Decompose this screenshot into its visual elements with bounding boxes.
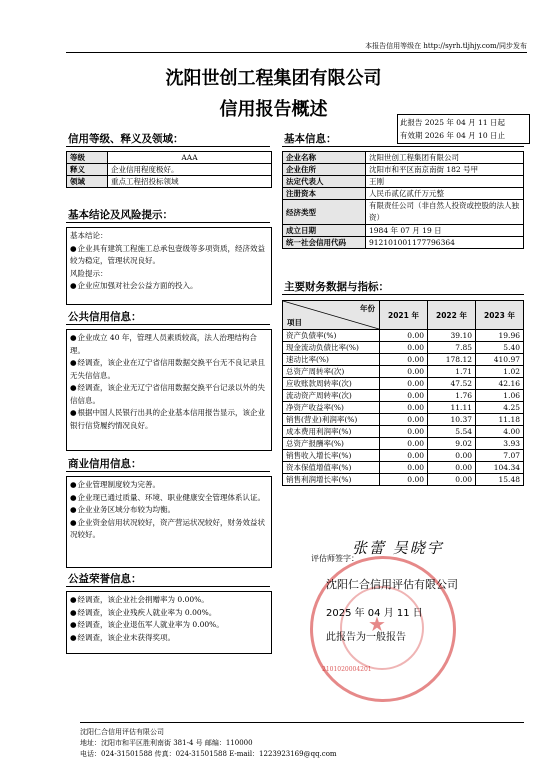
company-title: 沈阳世创工程集团有限公司 — [165, 68, 382, 89]
finance-value: 4.00 — [476, 426, 524, 438]
finance-value: 19.96 — [476, 330, 524, 342]
conclusion-rule — [66, 222, 270, 223]
credit-key: 领域 — [67, 176, 108, 188]
finance-value: 5.54 — [428, 426, 476, 438]
finance-value: 0.00 — [380, 450, 428, 462]
corner-item-label: 项目 — [287, 318, 302, 327]
assessor-signature: 张蕾 吴晓宇 — [352, 539, 444, 557]
finance-value: 410.97 — [476, 354, 524, 366]
basic-table — [282, 151, 524, 249]
table-row — [283, 438, 524, 450]
finance-value: 7.85 — [428, 342, 476, 354]
list-item: ● 经调查，该企业无辽宁省信用数据交换平台记录以外的失信信息。 — [70, 382, 268, 407]
table-row — [283, 200, 524, 225]
list-item: ● 经调查，该企业社会捐赠率为 0.00%。 — [70, 594, 268, 607]
finance-value: 39.10 — [428, 330, 476, 342]
finance-item: 流动资产周转率(次) — [283, 390, 380, 402]
basic-key: 企业住所 — [283, 164, 366, 176]
basic-value: 沈阳市和平区南京南街 182 号甲 — [366, 164, 524, 176]
list-item: ● 经调查，该企业退伍军人就业率为 0.00%。 — [70, 619, 268, 632]
finance-item: 速动比率(%) — [283, 354, 380, 366]
finance-value: 42.16 — [476, 378, 524, 390]
sign-date: 2025 年 04 月 11 日 — [326, 608, 423, 619]
finance-item: 总资产报酬率(%) — [283, 438, 380, 450]
basic-value: 1984 年 07 月 19 日 — [366, 225, 524, 237]
finance-item: 销售利润增长率(%) — [283, 474, 380, 486]
finance-value: 1.76 — [428, 390, 476, 402]
basic-rule — [282, 146, 524, 147]
table-row — [283, 402, 524, 414]
finance-value: 0.00 — [380, 354, 428, 366]
finance-value: 0.00 — [380, 474, 428, 486]
list-item: ● 企业资金信用状况较好，资产营运状况较好，财务效益状况较好。 — [70, 517, 268, 542]
finance-value: 1.71 — [428, 366, 476, 378]
list-item: ● 根据中国人民银行出具的企业基本信用报告显示，该企业银行信贷履约情况良好。 — [70, 407, 268, 432]
finance-value: 0.00 — [428, 474, 476, 486]
public-heading: 公共信用信息： — [68, 311, 142, 323]
finance-value: 11.11 — [428, 402, 476, 414]
basic-value: 王刚 — [366, 176, 524, 188]
honor-rule — [66, 586, 270, 587]
table-row — [283, 164, 524, 176]
footer-rule — [80, 722, 524, 723]
table-row — [283, 354, 524, 366]
table-row — [283, 390, 524, 402]
finance-value: 1.02 — [476, 366, 524, 378]
finance-value: 0.00 — [380, 426, 428, 438]
table-row — [67, 164, 272, 176]
commercial-rule — [66, 471, 270, 472]
table-row — [283, 414, 524, 426]
finance-value: 0.00 — [380, 414, 428, 426]
agency-name: 沈阳仁合信用评估有限公司 — [326, 578, 458, 591]
finance-item: 资产负债率(%) — [283, 330, 380, 342]
finance-value: 0.00 — [380, 342, 428, 354]
finance-value: 11.18 — [476, 414, 524, 426]
credit-rule — [66, 146, 270, 147]
basic-key: 法定代表人 — [283, 176, 366, 188]
finance-value: 47.52 — [428, 378, 476, 390]
seal-star-icon: ★ — [368, 612, 386, 636]
finance-item: 应收账款周转率(次) — [283, 378, 380, 390]
finance-item: 成本费用利润率(%) — [283, 426, 380, 438]
list-item: ● 经调查，该企业残疾人就业率为 0.00%。 — [70, 607, 268, 620]
credit-table — [66, 151, 272, 188]
basic-key: 经济类型 — [283, 200, 366, 225]
finance-rule — [282, 294, 524, 295]
year-header: 2023 年 — [476, 301, 524, 330]
basic-key: 成立日期 — [283, 225, 366, 237]
basic-value: 沈阳世创工程集团有限公司 — [366, 152, 524, 164]
table-row — [283, 342, 524, 354]
basic-key: 统一社会信用代码 — [283, 237, 366, 249]
finance-value: 0.00 — [380, 438, 428, 450]
list-item: ● 企业具有建筑工程施工总承包壹级等多项资质，经济效益较为稳定，管理状况良好。 — [70, 243, 268, 268]
basic-key: 企业名称 — [283, 152, 366, 164]
finance-value: 178.12 — [428, 354, 476, 366]
table-row — [67, 152, 272, 164]
conclusion-heading: 基本结论及风险提示： — [68, 209, 173, 221]
report-date: 此报告 2025 年 04 月 11 日起 — [400, 118, 505, 127]
publish-note: 本报告信用等级在 http://syrh.tljhjy.com/同步发布 — [365, 42, 527, 50]
finance-value: 10.37 — [428, 414, 476, 426]
table-row — [283, 462, 524, 474]
finance-value: 0.00 — [380, 366, 428, 378]
commercial-box — [66, 476, 272, 568]
corner-year-label: 年份 — [360, 304, 375, 313]
finance-item: 销售收入增长率(%) — [283, 450, 380, 462]
list-item: ● 企业管理制度较为完善。 — [70, 479, 268, 492]
commercial-heading: 商业信用信息： — [68, 458, 142, 470]
honor-heading: 公益荣誉信息： — [68, 573, 142, 585]
finance-item: 净资产收益率(%) — [283, 402, 380, 414]
header-rule — [66, 52, 527, 53]
honor-box — [66, 591, 272, 654]
credit-value: 企业信用程度极好。 — [108, 164, 272, 176]
footer-address: 地址：沈阳市和平区胜利南街 381-4 号 邮编：110000 — [80, 739, 253, 747]
risk-label: 风险提示： — [70, 268, 108, 278]
table-row — [283, 225, 524, 237]
list-item: ● 企业应加强对社会公益方面的投入。 — [70, 280, 268, 293]
seal-number: 2101020004201 — [322, 666, 372, 673]
conclusion-box — [66, 227, 272, 305]
footer — [80, 727, 337, 760]
table-row — [283, 378, 524, 390]
year-header: 2022 年 — [428, 301, 476, 330]
finance-value: 0.00 — [380, 330, 428, 342]
finance-item: 资本保值增值率(%) — [283, 462, 380, 474]
finance-value: 104.34 — [476, 462, 524, 474]
credit-key: 等级 — [67, 152, 108, 164]
basic-value: 912101001177796364 — [366, 237, 524, 249]
finance-value: 1.06 — [476, 390, 524, 402]
finance-value: 4.25 — [476, 402, 524, 414]
list-item: ● 企业成立 40 年，管理人员素质较高，法人治理结构合理。 — [70, 332, 268, 357]
table-row — [283, 176, 524, 188]
validity-box — [397, 114, 530, 144]
finance-value: 0.00 — [428, 462, 476, 474]
finance-value: 0.00 — [380, 462, 428, 474]
conclusion-label: 基本结论： — [70, 231, 108, 240]
finance-value: 15.48 — [476, 474, 524, 486]
table-row — [283, 450, 524, 462]
credit-value: 重点工程招投标领域 — [108, 176, 272, 188]
year-header: 2021 年 — [380, 301, 428, 330]
credit-heading: 信用等级、释义及领域： — [68, 133, 184, 145]
report-title: 信用报告概述 — [219, 99, 328, 120]
credit-key: 释义 — [67, 164, 108, 176]
public-rule — [66, 324, 270, 325]
report-type: 此报告为一般报告 — [326, 632, 406, 643]
assessor-label: 评估师签字： — [311, 554, 359, 563]
table-row — [67, 176, 272, 188]
table-row — [283, 152, 524, 164]
finance-value: 5.40 — [476, 342, 524, 354]
finance-value: 3.93 — [476, 438, 524, 450]
table-row — [283, 188, 524, 200]
valid-date: 有效期 2026 年 04 月 10 日止 — [400, 131, 505, 140]
footer-agency: 沈阳仁合信用评估有限公司 — [80, 728, 164, 736]
finance-value: 0.00 — [380, 390, 428, 402]
table-row — [283, 237, 524, 249]
finance-item: 总资产周转率(次) — [283, 366, 380, 378]
table-row — [283, 330, 524, 342]
basic-heading: 基本信息： — [284, 133, 337, 145]
finance-corner — [283, 301, 380, 330]
finance-value: 9.02 — [428, 438, 476, 450]
table-row — [283, 474, 524, 486]
finance-item: 销售(营业)利润率(%) — [283, 414, 380, 426]
credit-value: AAA — [108, 152, 272, 164]
table-row — [283, 366, 524, 378]
table-row — [283, 426, 524, 438]
list-item: ● 企业业务区域分布较为均衡。 — [70, 504, 268, 517]
footer-contact: 电话：024-31501588 传真：024-31501588 E-mail：1223923169@qq.com — [80, 750, 337, 758]
public-box — [66, 329, 272, 451]
list-item: ● 经调查，该企业在辽宁省信用数据交换平台无不良记录且无失信信息。 — [70, 357, 268, 382]
list-item: ● 企业现已通过质量、环境、职业健康安全管理体系认证。 — [70, 492, 268, 505]
basic-key: 注册资本 — [283, 188, 366, 200]
finance-heading: 主要财务数据与指标： — [284, 281, 389, 293]
finance-table — [282, 300, 524, 486]
finance-header-row — [283, 301, 524, 330]
basic-value: 人民币贰亿贰仟万元整 — [366, 188, 524, 200]
finance-value: 7.07 — [476, 450, 524, 462]
basic-value: 有限责任公司（非自然人投资或控股的法人独资） — [366, 200, 524, 225]
finance-value: 0.00 — [380, 402, 428, 414]
list-item: ● 经调查，该企业未获得奖项。 — [70, 632, 268, 645]
finance-value: 0.00 — [428, 450, 476, 462]
finance-item: 现金流动负债比率(%) — [283, 342, 380, 354]
finance-body — [283, 330, 524, 486]
finance-value: 0.00 — [380, 378, 428, 390]
